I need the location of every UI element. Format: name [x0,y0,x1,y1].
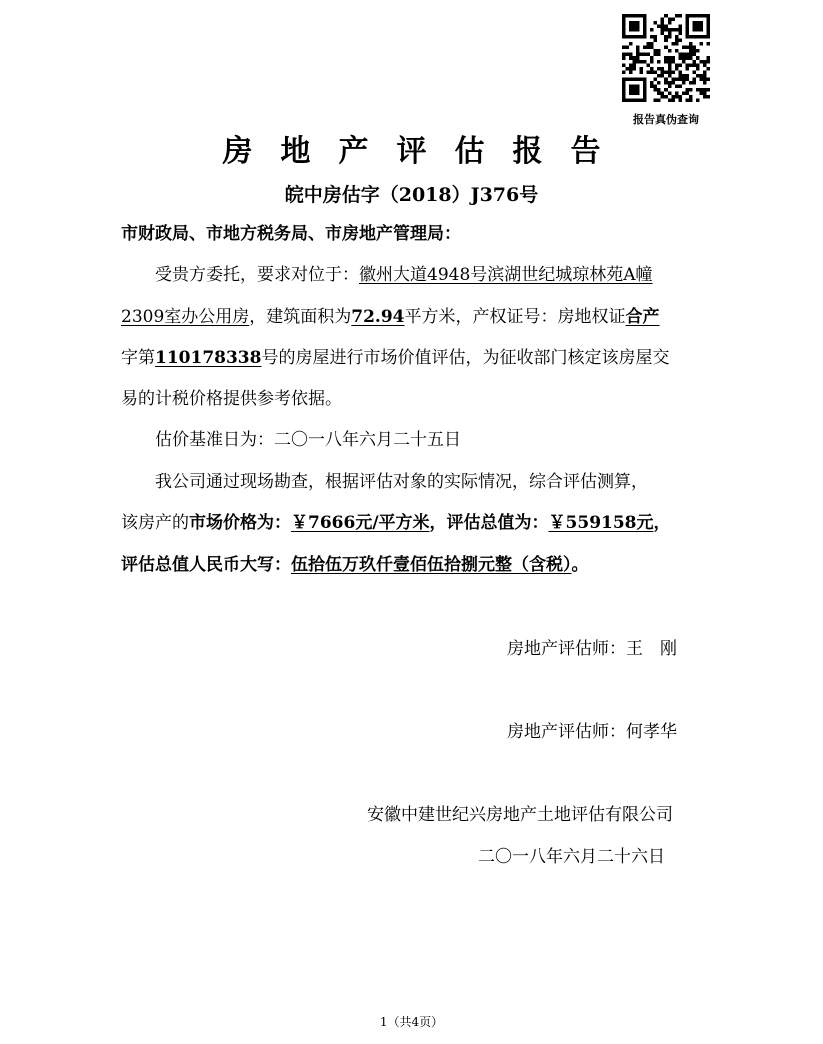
qr-code-image [622,14,710,102]
body-line-6: 我公司通过现场勘查，根据评估对象的实际情况，综合评估测算， [155,472,648,492]
appraiser-1: 房地产评估师：王 刚 [507,639,677,659]
report-title: 房地产评估报告 [222,134,629,169]
property-address: 徽州大道4948号滨湖世纪城琼林苑A幢 [359,265,653,285]
body-line-4: 易的计税价格提供参考依据。 [121,389,342,409]
total-in-words: 评估总值人民币大写：伍拾伍万玖仟壹佰伍拾捌元整（含税）。 [121,555,589,575]
qr-caption: 报告真伪查询 [633,113,699,126]
body-line-2: 2309室办公用房，建筑面积为72.94平方米，产权证号：房地权证合产 [121,307,660,327]
unit-price: ￥7666元/平方米 [291,513,430,533]
property-unit: 2309室办公用房 [121,307,250,327]
cert-prefix: 合产 [625,307,660,327]
page-footer: 1（共4页） [379,1015,444,1029]
appraiser-2: 房地产评估师：何孝华 [507,722,677,742]
cert-number: 110178338 [155,348,262,368]
signature-date: 二〇一八年六月二十六日 [478,847,665,867]
total-value-words: 伍拾伍万玖仟壹佰伍拾捌元整（含税） [291,555,572,575]
body-line-3: 字第110178338号的房屋进行市场价值评估，为征收部门核定该房屋交 [121,348,670,368]
total-value: ￥559158元 [548,513,654,533]
body-line-1: 受贵方委托，要求对位于：徽州大道4948号滨湖世纪城琼林苑A幢 [155,265,653,285]
report-number: 皖中房估字（2018）J376号 [284,184,539,206]
valuation-result: 该房产的市场价格为：￥7666元/平方米，评估总值为：￥559158元， [121,513,671,533]
addressee: 市财政局、市地方税务局、市房地产管理局： [121,224,461,244]
building-area: 72.94 [351,307,405,327]
company-name: 安徽中建世纪兴房地产土地评估有限公司 [367,805,673,825]
valuation-date: 估价基准日为：二〇一八年六月二十五日 [155,430,461,450]
